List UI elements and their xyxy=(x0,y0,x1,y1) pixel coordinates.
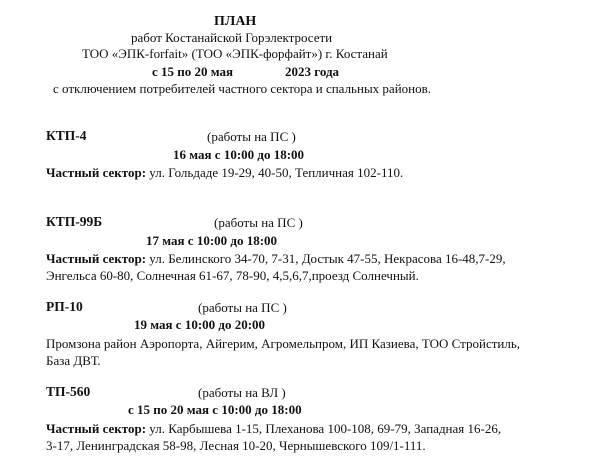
section-desc-text-line2: 3-17, Ленинградская 58-98, Лесная 10-20, Чернышевского 109/1-111. xyxy=(46,438,426,453)
section-description xyxy=(46,164,403,181)
section-name: КТП-4 xyxy=(46,128,87,143)
section-name: РП-10 xyxy=(46,299,83,314)
header-dates-year: 2023 года xyxy=(285,64,340,79)
section-name: КТП-99Б xyxy=(46,214,103,229)
section-desc-label: Частный сектор: xyxy=(46,251,147,266)
header-org-line: работ Костанайской Горэлектросети xyxy=(131,30,333,45)
header-subtitle: с отключением потребителей частного сектора и спальных районов. xyxy=(53,81,431,96)
section-desc-text-line2: База ДВТ. xyxy=(46,353,101,368)
section-desc-text: ул. Карбышева 1-15, Плеханова 100-108, 69-79, Западная 16-26, xyxy=(149,421,502,436)
section-date-time: 19 мая с 10:00 до 20:00 xyxy=(134,317,266,332)
section-date-time: 16 мая с 10:00 до 18:00 xyxy=(173,147,305,162)
header-dates-range: с 15 по 20 мая xyxy=(152,64,234,79)
plan-title: ПЛАН xyxy=(214,14,257,29)
section-work-type: (работы на ВЛ ) xyxy=(198,385,286,400)
section-work-type: (работы на ПС ) xyxy=(207,129,296,144)
section-work-type: (работы на ПС ) xyxy=(198,300,287,315)
section-name: ТП-560 xyxy=(46,384,91,399)
section-desc-text: Промзона район Аэропорта, Айгерим, Агромельпром, ИП Казиева, ТОО Стройстиль, xyxy=(46,336,521,351)
section-desc-label: Частный сектор: xyxy=(46,165,147,180)
section-date-time: 17 мая с 10:00 до 18:00 xyxy=(146,233,278,248)
section-desc-label: Частный сектор: xyxy=(46,421,147,436)
section-description xyxy=(46,250,506,267)
section-work-type: (работы на ПС ) xyxy=(214,215,303,230)
section-date-time: с 15 по 20 мая с 10:00 до 18:00 xyxy=(128,402,302,417)
section-desc-text: ул. Гольдаде 19-29, 40-50, Тепличная 102-110. xyxy=(149,165,404,180)
header-company-line: ТОО «ЭПК-forfait» (ТОО «ЭПК-форфайт») г. Костанай xyxy=(82,46,388,61)
section-desc-text-line2: Энгельса 60-80, Солнечная 61-67, 78-90, 4,5,6,7,проезд Солнечный. xyxy=(46,268,419,283)
section-description xyxy=(46,420,501,437)
section-desc-text: ул. Белинского 34-70, 7-31, Достык 47-55, Некрасова 16-48,7-29, xyxy=(149,251,506,266)
